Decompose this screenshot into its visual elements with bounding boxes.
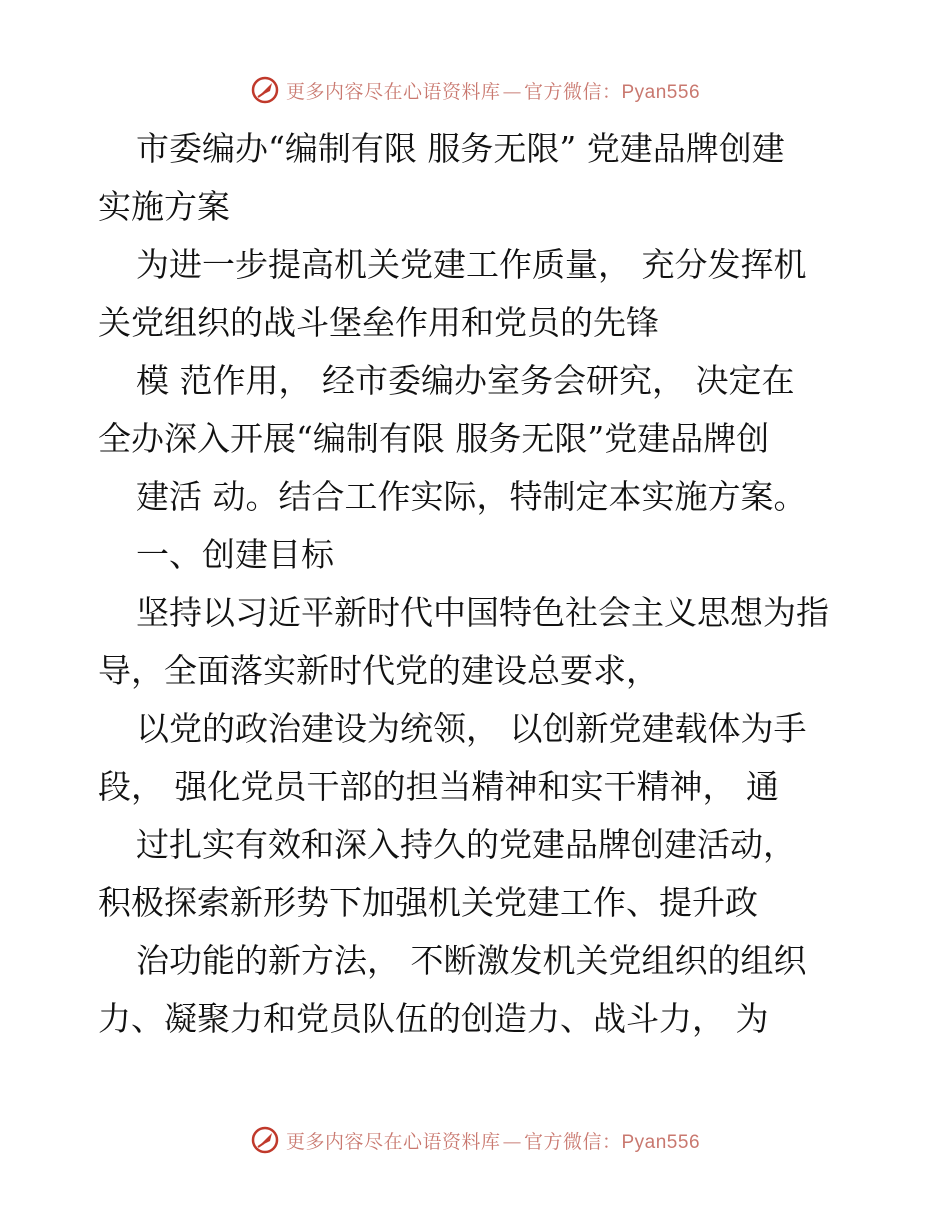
watermark-text <box>286 77 700 104</box>
text-line: 建活 动。结合工作实际，特制定本实施方案。 <box>136 477 807 516</box>
text-line: 治功能的新方法， 不断激发机关党组织的组织 <box>136 941 807 980</box>
section-heading: 一、创建目标 <box>136 535 334 574</box>
watermark-contact-label: 官方微信： <box>523 1130 622 1153</box>
document-body <box>98 120 858 1048</box>
quill-circle-icon <box>250 1125 280 1155</box>
watermark-text <box>286 1127 700 1154</box>
watermark-contact-id: Pyan556 <box>621 81 701 103</box>
watermark-site: 更多内容尽在心语资料库 <box>285 1130 501 1153</box>
quill-circle-icon <box>250 75 280 105</box>
text-line: 全办深入开展“编制有限 服务无限”党建品牌创 <box>98 419 770 458</box>
watermark-contact-label: 官方微信： <box>523 80 622 103</box>
text-line: 模 范作用， 经市委编办室务会研究， 决定在 <box>136 361 795 400</box>
watermark-separator: — <box>502 80 522 103</box>
text-line: 积极探索新形势下加强机关党建工作、提升政 <box>98 883 758 922</box>
text-line: 过扎实有效和深入持久的党建品牌创建活动， <box>136 825 796 864</box>
text-line: 导，全面落实新时代党的建设总要求， <box>98 651 659 690</box>
text-line: 段， 强化党员干部的担当精神和实干精神， 通 <box>98 767 779 806</box>
text-line: 市委编办“编制有限 服务无限” 党建品牌创建 <box>136 129 785 168</box>
text-line: 力、凝聚力和党员队伍的创造力、战斗力， 为 <box>98 999 769 1038</box>
text-line: 关党组织的战斗堡垒作用和党员的先锋 <box>98 303 659 342</box>
text-line: 坚持以习近平新时代中国特色社会主义思想为指 <box>136 593 829 632</box>
header-watermark <box>0 70 950 110</box>
text-line: 实施方案 <box>98 187 230 226</box>
watermark-site: 更多内容尽在心语资料库 <box>285 80 501 103</box>
watermark-separator: — <box>502 1130 522 1153</box>
watermark-contact-id: Pyan556 <box>621 1131 701 1153</box>
text-line: 为进一步提高机关党建工作质量， 充分发挥机 <box>136 245 807 284</box>
text-line: 以党的政治建设为统领， 以创新党建载体为手 <box>136 709 807 748</box>
footer-watermark <box>0 1120 950 1160</box>
